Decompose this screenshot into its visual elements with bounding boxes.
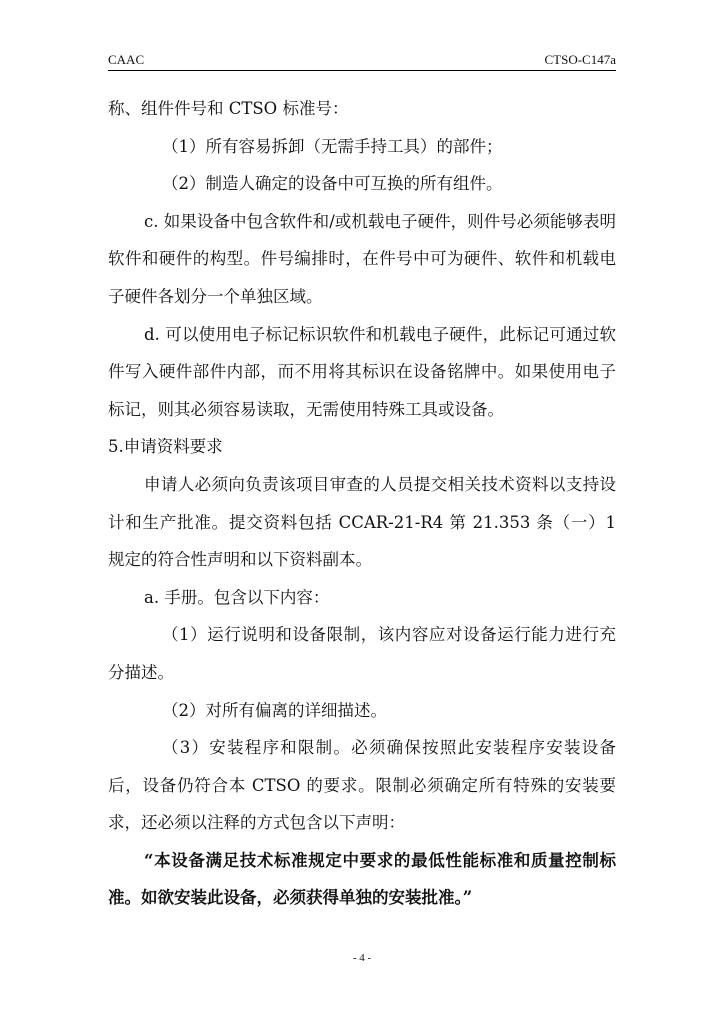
document-body	[108, 90, 616, 917]
header-org: CAAC	[108, 52, 145, 67]
list-item-deviation: （2）对所有偏离的详细描述。	[162, 700, 387, 720]
paragraph-continuation: 称、组件件号和 CTSO 标准号：	[108, 99, 349, 118]
list-item-operation: （1）运行说明和设备限制，该内容应对设备运行能力进行充分描述。	[108, 625, 616, 682]
list-item-2: （2）制造人确定的设备中可互换的所有组件。	[162, 174, 503, 194]
quoted-statement: “本设备满足技术标准规定中要求的最低性能标准和质量控制标准。如欲安装此设备，必须获得单独的安装批准。”	[108, 850, 616, 908]
paragraph-applicant: 申请人必须向负责该项目审查的人员提交相关技术资料以支持设计和生产批准。提交资料包括 CCAR-21-R4 第 21.353 条（一）1 规定的符合性声明和以下资料副本。	[108, 474, 616, 570]
list-item-installation: （3）安装程序和限制。必须确保按照此安装程序安装设备后，设备仍符合本 CTSO 的要求。限制必须确定所有特殊的安装要求，还必须以注释的方式包含以下声明：	[108, 738, 616, 833]
page-header	[108, 50, 616, 71]
paragraph-d: d. 可以使用电子标记标识软件和机载电子硬件，此标记可通过软件写入硬件部件内部，而不用将其标识在设备铭牌中。如果使用电子标记，则其必须容易读取，无需使用特殊工具或设备。	[108, 324, 616, 419]
header-doc-id: CTSO-C147a	[544, 52, 616, 67]
page-number: - 4 -	[352, 952, 372, 964]
paragraph-c: c. 如果设备中包含软件和/或机载电子硬件，则件号必须能够表明软件和硬件的构型。件号编排时，在件号中可为硬件、软件和机载电子硬件各划分一个单独区域。	[108, 211, 616, 306]
section-heading: 5.申请资料要求	[108, 437, 223, 457]
paragraph-a-manual: a. 手册。包含以下内容：	[144, 587, 330, 607]
list-item-1: （1）所有容易拆卸（无需手持工具）的部件；	[162, 136, 503, 156]
